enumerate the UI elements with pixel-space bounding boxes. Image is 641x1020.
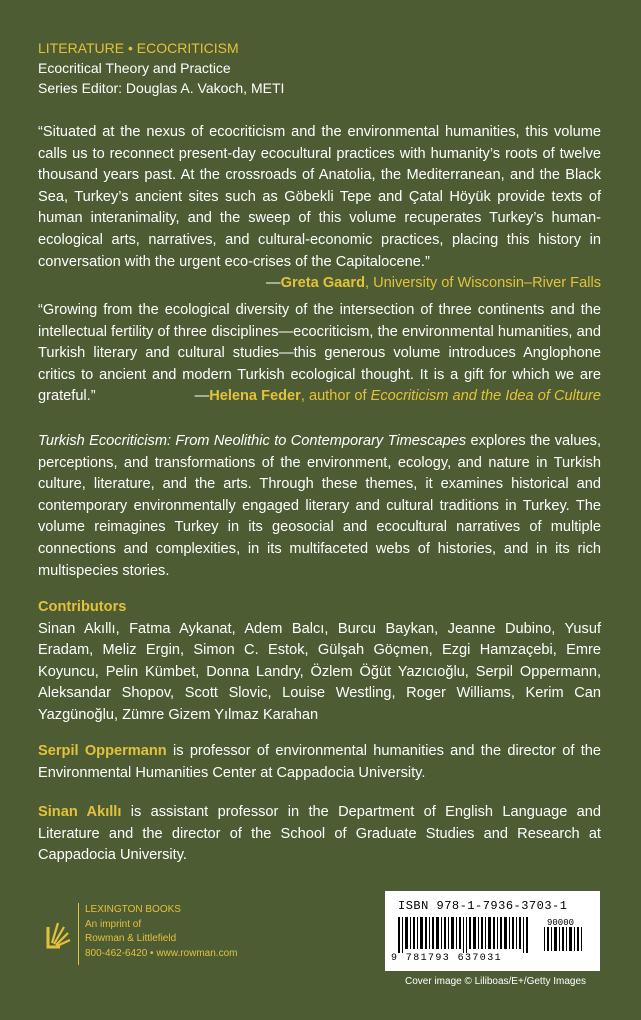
series-category: LITERATURE • ECOCRITICISM <box>38 40 239 56</box>
isbn-number: ISBN 978-1-7936-3703-1 <box>398 899 568 913</box>
endorsement-quote-2 <box>38 300 601 408</box>
description-text: explores the values, perceptions, and transformations of the environment, ecology, and nature in Turkish culture, literature, and the arts. Through these themes, it examines historical and contemporary environmentally engaged literary and cultural traditions in Turkey. The volume reimagines Turkey in its geosocial and ecocultural narratives of multiple connections and complexities, in its multifaceted webs of histories, and in its rich multispecies stories. <box>38 433 601 579</box>
publisher-contact: 800-462-6420 • www.rowman.com <box>85 947 238 959</box>
quote-1-author: Greta Gaard <box>280 275 365 292</box>
endorsement-quote-1 <box>38 122 601 295</box>
series-info <box>38 38 284 98</box>
quote-2-attribution <box>195 386 601 408</box>
cover-image-credit: Cover image © Liliboas/E+/Getty Images <box>405 976 587 987</box>
quote-1-text: “Situated at the nexus of ecocriticism and the environmental humanities, this volume calls us to reconnect present-day ecocultural practices with humanity’s roots of twelve thousand years past. At the crossroads of Anatolia, the Mediterranean, and the Black Sea, Turkey’s ancient sites such as Göbekli Tepe and Çatal Höyük provide texts of human interanimality, and the sweep of this volume recuperates Turkey’s human-ecological arts, narratives, and cultural-economic practices, placing this history in conversation with the urgent eco-crises of the Capitalocene.” <box>38 124 601 270</box>
quote-2-text: “Growing from the ecological diversity of the intersection of three continents and the intellectual fertility of three disciplines—ecocriticism, the environmental humanities, and Turkish literary and cultural studies—this generous volume introduces Anglophone critics to ancient and modern Turkish ecological thought. It is a gift for which we are grateful.” <box>38 302 601 405</box>
editor-bio-1 <box>38 741 601 784</box>
quote-2-book: Ecocriticism and the Idea of Culture <box>370 388 601 405</box>
editor-bio-2 <box>38 802 601 867</box>
quote-2-affiliation: , author of <box>300 388 371 405</box>
editor-1-name: Serpil Oppermann <box>38 743 167 759</box>
contributors-section <box>38 597 601 727</box>
publisher-parent: Rowman & Littlefield <box>85 933 177 945</box>
series-editor: Series Editor: Douglas A. Vakoch, METI <box>38 80 285 96</box>
publisher-text <box>85 903 237 961</box>
quote-1-dash: — <box>266 275 281 292</box>
editor-2-name: Sinan Akıllı <box>38 804 122 820</box>
isbn-barcode <box>385 891 600 971</box>
publisher-logo-icon <box>38 903 79 965</box>
book-description <box>38 431 601 582</box>
publisher-imprint: An imprint of <box>85 918 142 930</box>
editor-1-bio: is professor of environmental humanities and the director of the Environmental Humanities Center at Cappadocia University. <box>38 743 601 781</box>
contributors-list: Sinan Akıllı, Fatma Aykanat, Adem Balcı, Burcu Baykan, Jeanne Dubino, Yusuf Eradam, Meliz Ergin, Simon C. Estok, Gülşah Göçmen, Ezgi Hamzaçebi, Emre Koyuncu, Pelin Kümbet, Donna Landry, Özlem Öğüt Yazıcıoğlu, Serpil Oppermann, Aleksandar Shopov, Scott Slovic, Louise Westling, Roger Williams, Kerim Can Yazgünoğlu, Zümre Gizem Yılmaz Karahan <box>38 620 601 723</box>
editor-2-bio: is assistant professor in the Department of English Language and Literature and the director of the School of Graduate Studies and Research at Cappadocia University. <box>38 804 602 864</box>
quote-1-attribution <box>38 273 601 295</box>
quote-2-dash: — <box>194 388 210 405</box>
contributors-heading: Contributors <box>38 599 127 615</box>
series-name: Ecocritical Theory and Practice <box>38 60 231 76</box>
barcode-digits: 9 781793 637031 <box>391 953 503 964</box>
quote-1-affiliation: , University of Wisconsin–River Falls <box>365 275 601 292</box>
publisher-name: LEXINGTON BOOKS <box>85 904 181 915</box>
price-code: 90000 <box>547 918 575 928</box>
quote-2-author: Helena Feder <box>209 388 301 405</box>
book-title: Turkish Ecocriticism: From Neolithic to Contemporary Timescapes <box>38 433 467 449</box>
